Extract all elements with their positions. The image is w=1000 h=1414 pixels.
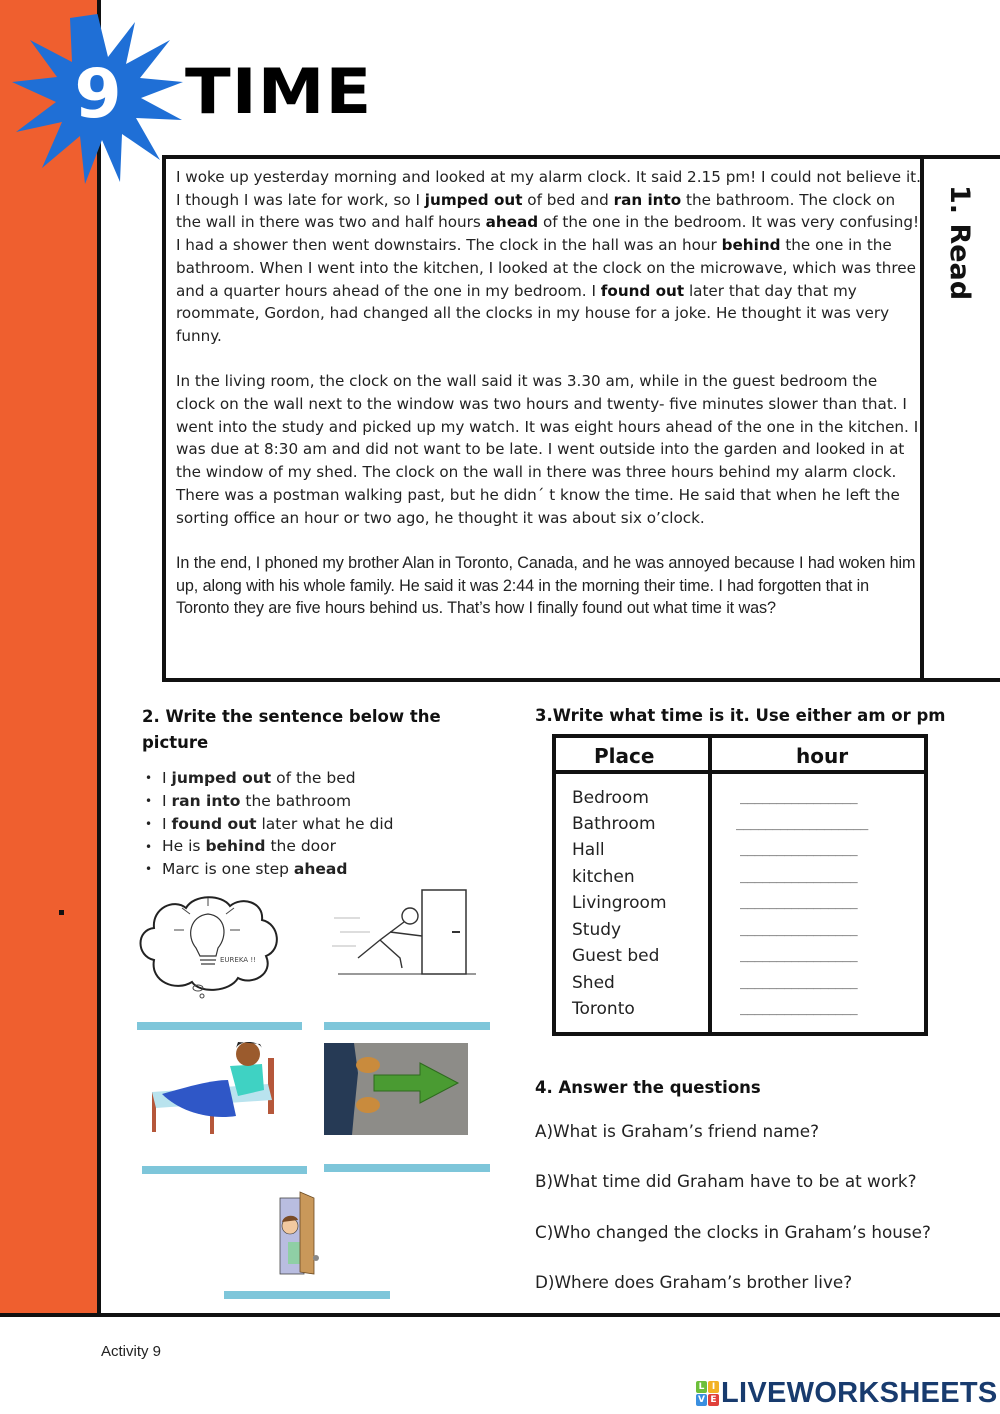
live-badge-icon: L I V E — [696, 1381, 719, 1406]
place-cell: Study — [572, 920, 622, 940]
phrase-list — [145, 767, 393, 881]
eureka-caption: EUREKA !! — [220, 956, 256, 964]
answer-line[interactable] — [137, 1022, 302, 1030]
hour-blank[interactable]: ________________ — [740, 948, 858, 963]
answer-line[interactable] — [324, 1022, 490, 1030]
hour-blank[interactable]: ________________ — [740, 869, 858, 884]
list-item: • I ran into the bathroom — [145, 790, 393, 813]
question-b: B)What time did Graham have to be at work? — [535, 1171, 917, 1191]
place-cell: kitchen — [572, 867, 635, 887]
place-cell: Livingroom — [572, 893, 667, 913]
hour-blank[interactable]: ________________ — [740, 842, 858, 857]
liveworksheets-logo[interactable] — [696, 1378, 998, 1408]
list-item: • Marc is one step ahead — [145, 858, 393, 881]
list-item: • He is behind the door — [145, 835, 393, 858]
hour-blank[interactable]: ________________ — [740, 922, 858, 937]
hour-blank[interactable]: ________________ — [740, 790, 858, 805]
brand-name: LIVEWORKSHEETS — [721, 1377, 998, 1409]
answer-line[interactable] — [324, 1164, 490, 1172]
section4-title: 4. Answer the questions — [535, 1078, 761, 1097]
hour-blank[interactable]: __________________ — [736, 816, 868, 831]
boy-behind-door-picture — [278, 1190, 320, 1276]
man-running-into-door-picture — [330, 888, 480, 993]
passage-paragraph: In the living room, the clock on the wall said it was 3.30 am, while in the guest bedroom the clock on the wall next to the window was two hours and twenty- five minutes slower than that. I went into the study and picked up my watch. It was eight hours ahead of the one in the kitchen. I was due at 8:30 am and did not want to be late. I went outside into the garden and looked in at the window of my shed. The clock on the wall in there was three hours behind my alarm clock. There was a postman walking past, but he didn´ t know the time. He said that when he left the sorting office an hour or two ago, he thought it was about six o’clock. — [176, 372, 919, 527]
header-hour: hour — [796, 744, 849, 768]
section2-title: 2. Write the sentence below the picture — [142, 707, 441, 752]
hour-blank[interactable]: ________________ — [740, 1001, 858, 1016]
place-cell: Hall — [572, 840, 605, 860]
section3-title: 3.Write what time is it. Use either am or pm — [535, 706, 946, 725]
bottom-divider — [0, 1313, 1000, 1317]
orange-sidebar — [0, 0, 101, 1314]
passage-paragraph: I woke up yesterday morning and looked at my alarm clock. It said 2.15 pm! I could not believe it. I though I was late for work, so I jumped out of bed and ran into the bathroom. The clock on the wall in there was two and half hours ahead of the one in the bedroom. It was very confusing! I had a shower then went downstairs. The clock in the hall was an hour behind the one in the bathroom. When I went into the kitchen, I looked at the clock on the microwave, which was three and a quarter hours ahead of the one in my bedroom. I found out later that day that my roommate, Gordon, had changed all the clocks in my house for a joke. He thought it was very funny. — [176, 168, 921, 345]
passage-paragraph: In the end, I phoned my brother Alan in Toronto, Canada, and he was annoyed because I had woken him up, along with his whole family. He said it was 2:44 in the morning their time. I had forgotten that in Toronto they are five hours behind us. That’s how I finally found out what time it was? — [176, 553, 916, 618]
question-a: A)What is Graham’s friend name? — [535, 1121, 819, 1141]
place-cell: Shed — [572, 973, 615, 993]
stray-dot — [59, 910, 64, 915]
place-cell: Toronto — [572, 999, 635, 1019]
hour-blank[interactable]: ________________ — [740, 895, 858, 910]
reading-passage — [176, 166, 921, 643]
answer-line[interactable] — [142, 1166, 307, 1174]
hour-blank[interactable]: ________________ — [740, 975, 858, 990]
list-item: • I jumped out of the bed — [145, 767, 393, 790]
lightbulb-thought-picture — [134, 890, 284, 1000]
list-item: • I found out later what he did — [145, 813, 393, 836]
time-table — [552, 734, 928, 1036]
unit-number: 9 — [74, 55, 122, 134]
question-c: C)Who changed the clocks in Graham’s house? — [535, 1222, 931, 1242]
header-place: Place — [594, 744, 655, 768]
place-cell: Guest bed — [572, 946, 660, 966]
table-divider — [708, 738, 712, 1032]
activity-label: Activity 9 — [101, 1343, 162, 1360]
question-d: D)Where does Graham’s brother live? — [535, 1272, 853, 1292]
place-cell: Bathroom — [572, 814, 656, 834]
section1-label: 1. Read — [944, 185, 975, 301]
table-header-row — [556, 738, 924, 774]
boy-getting-out-of-bed-picture — [150, 1040, 290, 1136]
page-title: TIME — [185, 55, 373, 128]
feet-arrow-ahead-picture — [324, 1043, 468, 1135]
answer-line[interactable] — [224, 1291, 390, 1299]
place-cell: Bedroom — [572, 788, 649, 808]
